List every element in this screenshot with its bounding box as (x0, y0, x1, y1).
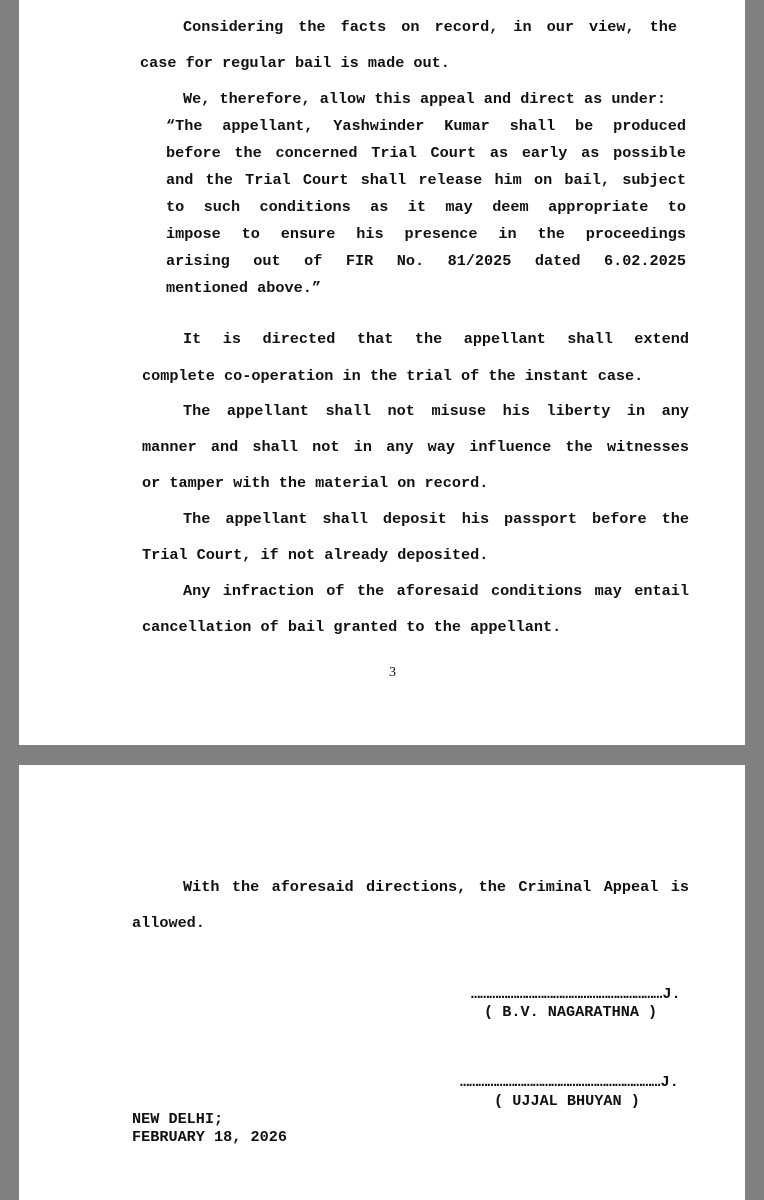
text-line: allowed. (132, 914, 205, 932)
text-line: The appellant shall deposit his passport before the (183, 510, 689, 528)
quote-line: “The appellant, Yashwinder Kumar shall be produced (166, 117, 686, 135)
text-line: or tamper with the material on record. (142, 474, 489, 492)
judge-name: ( B.V. NAGARATHNA ) (484, 1003, 658, 1021)
text-line: cancellation of bail granted to the appellant. (142, 618, 562, 636)
quote-line: before the concerned Trial Court as early as possible (166, 144, 686, 162)
text-line: With the aforesaid directions, the Criminal Appeal is (183, 878, 689, 896)
signature-line: …………………………………………………………J. (460, 1073, 679, 1091)
text-line: It is directed that the appellant shall extend (183, 330, 689, 348)
document-page-4 (19, 765, 745, 1200)
quote-line: mentioned above.” (166, 279, 321, 297)
quote-line: and the Trial Court shall release him on bail, subject (166, 171, 686, 189)
text-line: complete co-operation in the trial of the instant case. (142, 367, 644, 385)
quote-line: to such conditions as it may deem appropriate to (166, 198, 686, 216)
text-line: We, therefore, allow this appeal and direct as under: (183, 90, 667, 108)
document-page-3 (19, 0, 745, 745)
quote-line: arising out of FIR No. 81/2025 dated 6.02.2025 (166, 252, 686, 270)
text-line: The appellant shall not misuse his liberty in any (183, 402, 689, 420)
text-line: Considering the facts on record, in our view, the (183, 18, 677, 36)
text-line: manner and shall not in any way influence the witnesses (142, 438, 689, 456)
text-line: Trial Court, if not already deposited. (142, 546, 489, 564)
signature-line: ………………………………………………………J. (471, 985, 681, 1003)
date: FEBRUARY 18, 2026 (132, 1128, 287, 1146)
text-line: case for regular bail is made out. (140, 54, 450, 72)
text-line: Any infraction of the aforesaid conditions may entail (183, 582, 689, 600)
place: NEW DELHI; (132, 1110, 224, 1128)
page-number: 3 (389, 665, 396, 680)
quote-line: impose to ensure his presence in the proceedings (166, 225, 686, 243)
judge-name: ( UJJAL BHUYAN ) (494, 1092, 640, 1110)
